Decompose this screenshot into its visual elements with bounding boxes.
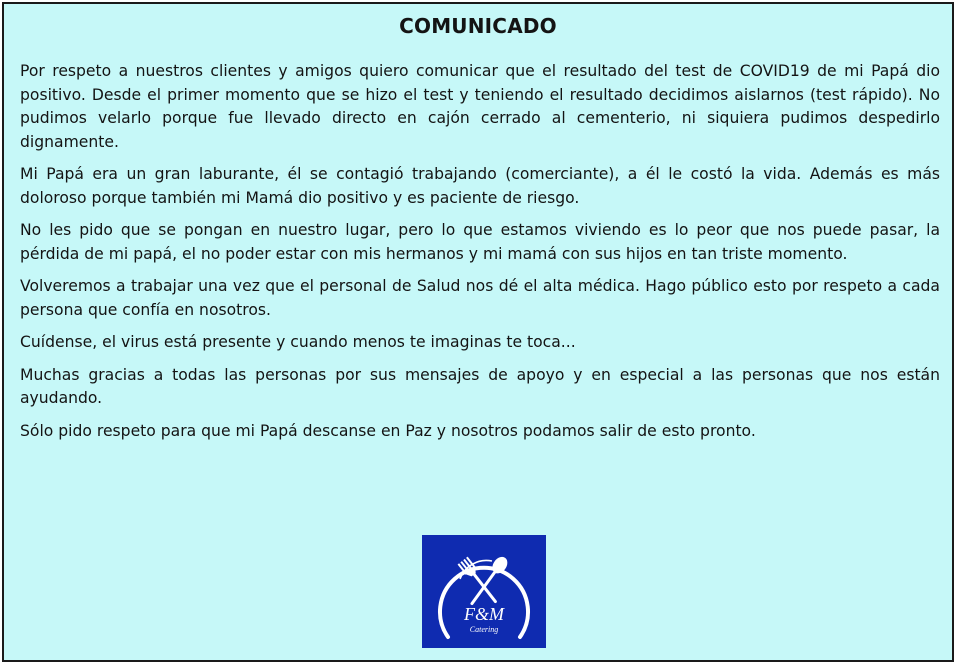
logo-monogram: F&M [464, 604, 504, 624]
logo-tagline: Catering [469, 625, 499, 634]
paragraph-5: Cuídense, el virus está presente y cuando menos te imaginas te toca... [20, 333, 576, 351]
paragraph-2: Mi Papá era un gran laburante, él se contagió trabajando (comerciante), a él le costó la vida. Además es más doloroso porque también mi Mamá dio positivo y es paciente de riesgo. [20, 165, 940, 207]
paragraph-6: Muchas gracias a todas las personas por sus mensajes de apoyo y en especial a las personas que nos están ayudando. [20, 365, 940, 407]
paragraph-1: Por respeto a nuestros clientes y amigos quiero comunicar que el resultado del test de COVID19 de mi Papá dio positivo. Desde el primer momento que se hizo el test y teniendo el resultado decidimos aislarnos (test rápido). No pudimos velarlo porque fue llevado directo en cajón cerrado al cementerio, ni siquiera pudimos despedirlo dignamente. [20, 62, 940, 151]
notice-body [20, 60, 940, 452]
paragraph-4: Volveremos a trabajar una vez que el personal de Salud nos dé el alta médica. Hago público esto por respeto a cada persona que confía en nosotros. [20, 277, 940, 319]
logo-graphic [422, 535, 546, 648]
paragraph-7: Sólo pido respeto para que mi Papá descanse en Paz y nosotros podamos salir de esto pronto. [20, 421, 756, 440]
notice-panel [2, 2, 954, 662]
spoon-icon [466, 554, 511, 609]
paragraph-3: No les pido que se pongan en nuestro lugar, pero lo que estamos viviendo es lo peor que nos puede pasar, la pérdida de mi papá, el no poder estar con mis hermanos y mi mamá con sus hijos en tan triste momento. [20, 221, 940, 263]
catering-logo [422, 535, 546, 648]
notice-title: COMUNICADO [399, 14, 557, 38]
